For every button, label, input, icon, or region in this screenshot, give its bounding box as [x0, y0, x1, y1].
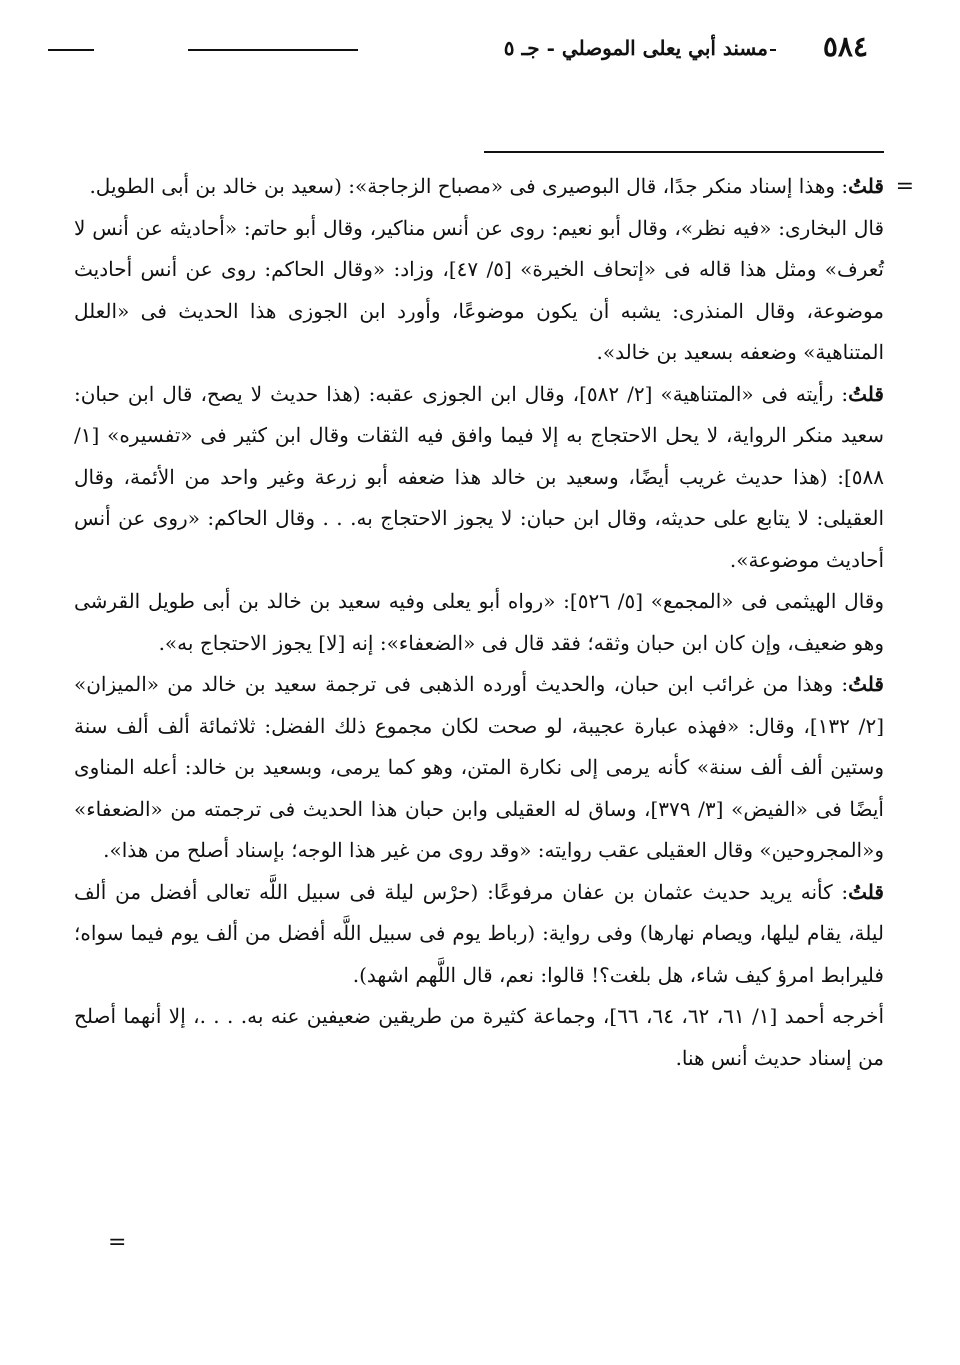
paragraph-lead: قلتُ — [848, 381, 884, 406]
paragraph-lead: قلتُ — [848, 879, 884, 904]
paragraph-lead: قلتُ — [848, 174, 884, 198]
paragraph-text: قال البخارى: «فيه نظر»، وقال أبو نعيم: روى عن أنس مناكير، وقال أبو حاتم: «أحاديثه عن أنس لا تُعرف» ومثل هذا قاله فى «إتحاف الخيرة» [٥/ ٤٧]، وزاد: «وقال الحاكم: روى عن أنس أحاديث موضوعة، وقال المنذرى: يشبه أن يكون موضوعًا، وأورد ابن الجوزى هذا الحديث فى «العلل المتناهية» وضعفه بسعيد بن خالد». — [74, 215, 884, 364]
paragraph-5 — [74, 664, 884, 872]
footnote-separator — [484, 151, 884, 153]
paragraph-text: : وهذا إسناد منكر جدًا، قال البوصيرى فى «مصباح الزجاجة»: (سعيد بن خالد بن أبى الطويل. — [89, 174, 849, 198]
paragraph-lead: قلتُ — [848, 672, 884, 696]
paragraph-4 — [74, 581, 884, 664]
paragraph-6 — [74, 872, 884, 997]
paragraph-1 — [74, 166, 914, 208]
paragraph-text: : رأيته فى «المتناهية» [٢/ ٥٨٢]، وقال ابن الجوزى عقبه: (هذا حديث لا يصح، قال ابن حبان: سعيد منكر الرواية، لا يحل الاحتجاج به إلا فيما وافق فيه الثقات وقال ابن كثير فى «تفسيره» [١/ ٥٨٨]: (هذا حديث غريب أيضًا، وسعيد بن خالد هذا ضعفه أبو زرعة وغير واحد من الأئمة، وقال العقيلى: لا يتابع على حديثه، وقال ابن حبان: لا يجوز الاحتجاج به. . . وقال الحاكم: «روى عن أنس أحاديث موضوعة». — [74, 381, 885, 572]
paragraph-text: وقال الهيثمى فى «المجمع» [٥/ ٥٢٦]: «رواه أبو يعلى وفيه سعيد بن خالد بن أبى طويل القرشى وهو ضعيف، وإن كان ابن حبان وثقه؛ فقد قال فى «الضعفاء»: إنه [لا] يجوز الاحتجاج به». — [74, 589, 884, 655]
header-rule-middle — [188, 49, 358, 51]
page-header — [48, 30, 898, 64]
continuation-mark: = — [895, 174, 914, 199]
header-rule-right — [770, 49, 776, 51]
paragraph-text: : كأنه يريد حديث عثمان بن عفان مرفوعًا: (حرْس ليلة فى سبيل اللَّه تعالى أفضل من ألف ليلة، يقام ليلها، ويصام نهارها) وفى رواية: (رباط يوم فى سبيل اللَّه أفضل من ألف يوم فيما سواه؛ فليرابط امرؤ كيف شاء، هل بلغت؟! قالوا: نعم، قال اللَّهم اشهد). — [74, 879, 884, 987]
end-continuation-mark: = — [108, 1230, 127, 1255]
paragraph-7 — [74, 996, 884, 1079]
paragraph-2 — [74, 208, 884, 374]
paragraph-text: أخرجه أحمد [١/ ٦١، ٦٢، ٦٤، ٦٦]، وجماعة كثيرة من طريقين ضعيفين عنه به. . . .، إلا أنهما أصلح من إسناد حديث أنس هنا. — [74, 1004, 885, 1070]
page-number: ٥٨٤ — [822, 30, 868, 63]
header-rule-left — [48, 49, 94, 51]
footnote-text — [74, 166, 914, 1079]
running-title: مسند أبي يعلى الموصلي - جـ ٥ — [503, 36, 768, 60]
paragraph-3 — [74, 374, 884, 582]
paragraph-text: : وهذا من غرائب ابن حبان، والحديث أورده الذهبى فى ترجمة سعيد بن خالد من «الميزان» [٢/ ١٣٢]، وقال: «فهذه عبارة عجيبة، لو صحت لكان مجموع ذلك الفضل: ثلاثمائة ألف ألف سنة وستين ألف ألف سنة» كأنه يرمى إلى نكارة المتن، وهو كما يرمى، وبسعيد بن خالد: أعله المناوى أيضًا فى «الفيض» [٣/ ٣٧٩]، وساق له العقيلى وابن حبان هذا الحديث فى ترجمته من «الضعفاء» و«المجروحين» وقال العقيلى عقب روايته: «وقد روى من غير هذا الوجه؛ بإسناد أصلح من هذا». — [74, 672, 884, 862]
